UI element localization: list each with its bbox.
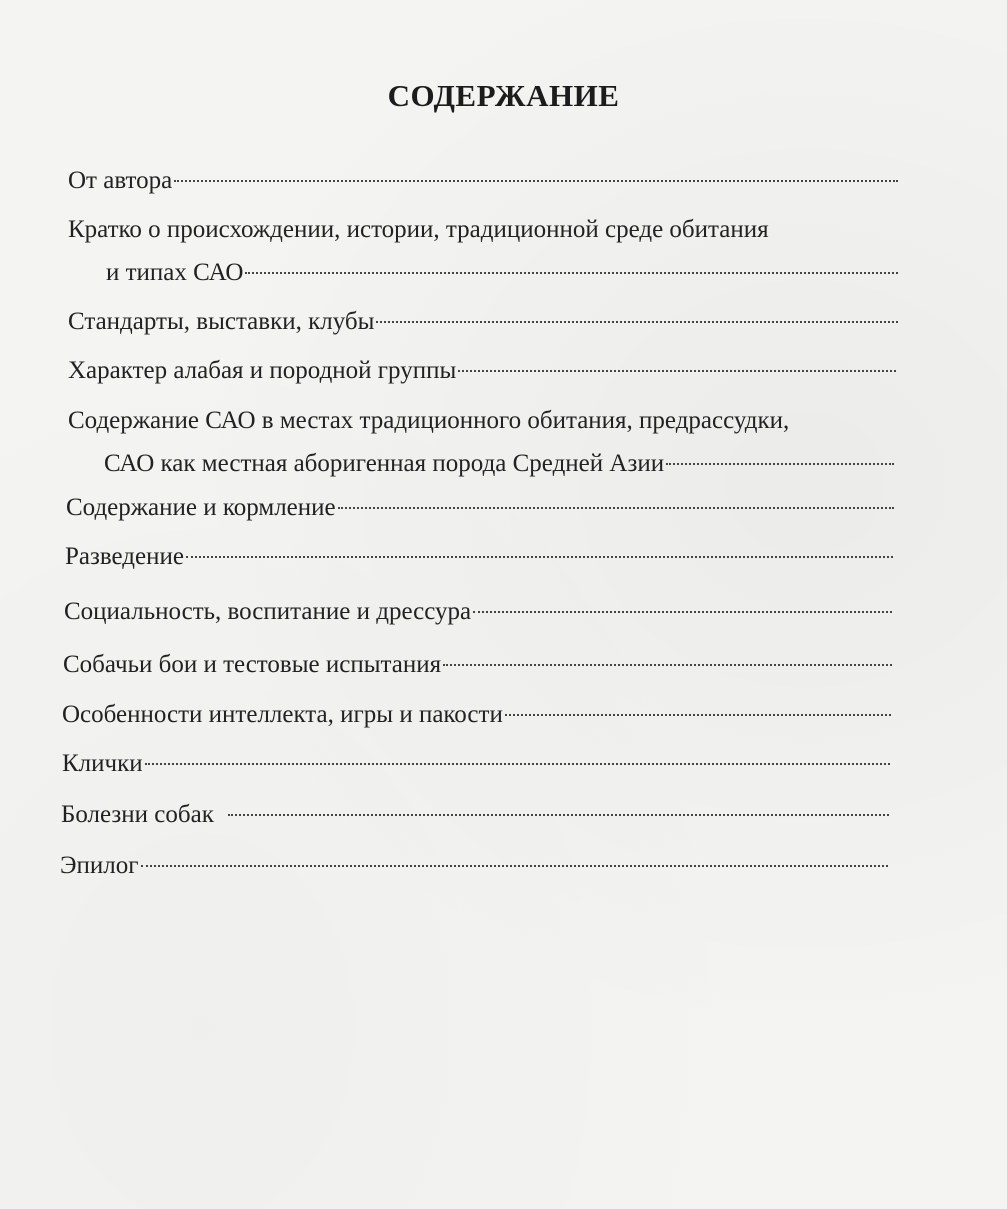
toc-leader-dots xyxy=(505,692,891,722)
toc-leader-dots xyxy=(174,158,898,188)
toc-entry-title: Клички xyxy=(62,750,143,777)
toc-entry-title: Стандарты, выставки, клубы xyxy=(68,308,375,335)
toc-leader-dots xyxy=(376,299,898,329)
toc-leader-dots xyxy=(473,589,892,619)
toc-leader-dots xyxy=(458,348,896,378)
toc-entry-title: Болезни собак xyxy=(61,801,214,828)
toc-entry-title: Характер алабая и породной группы xyxy=(68,357,457,384)
toc-entry-title: Разведение xyxy=(65,543,184,570)
toc-entry-title-continued: САО как местная аборигенная порода Средней Азии xyxy=(104,450,665,477)
toc-entry-title: Социальность, воспитание и дрессура xyxy=(64,598,472,625)
toc-leader-dots xyxy=(228,792,889,822)
toc-leader-dots xyxy=(666,441,894,471)
toc-entry-title: Кратко о происхождении, истории, традиционной среде обитания xyxy=(68,216,769,243)
toc-entry-title: Содержание САО в местах традиционного обитания, предрассудки, xyxy=(68,407,790,434)
toc-entry-title-continued: и типах САО xyxy=(106,259,244,286)
toc-entry-title: Содержание и кормление xyxy=(66,494,336,521)
toc-entry-title: Особенности интеллекта, игры и пакости xyxy=(62,701,503,728)
toc-leader-dots xyxy=(338,485,894,515)
page-title: СОДЕРЖАНИЕ xyxy=(387,78,620,113)
toc-leader-dots xyxy=(443,642,892,672)
toc-entry-title: Эпилог xyxy=(60,852,139,879)
toc-leader-dots xyxy=(145,741,890,771)
toc-leader-dots xyxy=(141,843,889,873)
toc-entry-title: Собачьи бои и тестовые испытания xyxy=(63,651,442,678)
toc-leader-dots xyxy=(245,250,898,280)
toc-leader-dots xyxy=(186,534,893,564)
toc-entry-title: От автора xyxy=(68,167,173,194)
